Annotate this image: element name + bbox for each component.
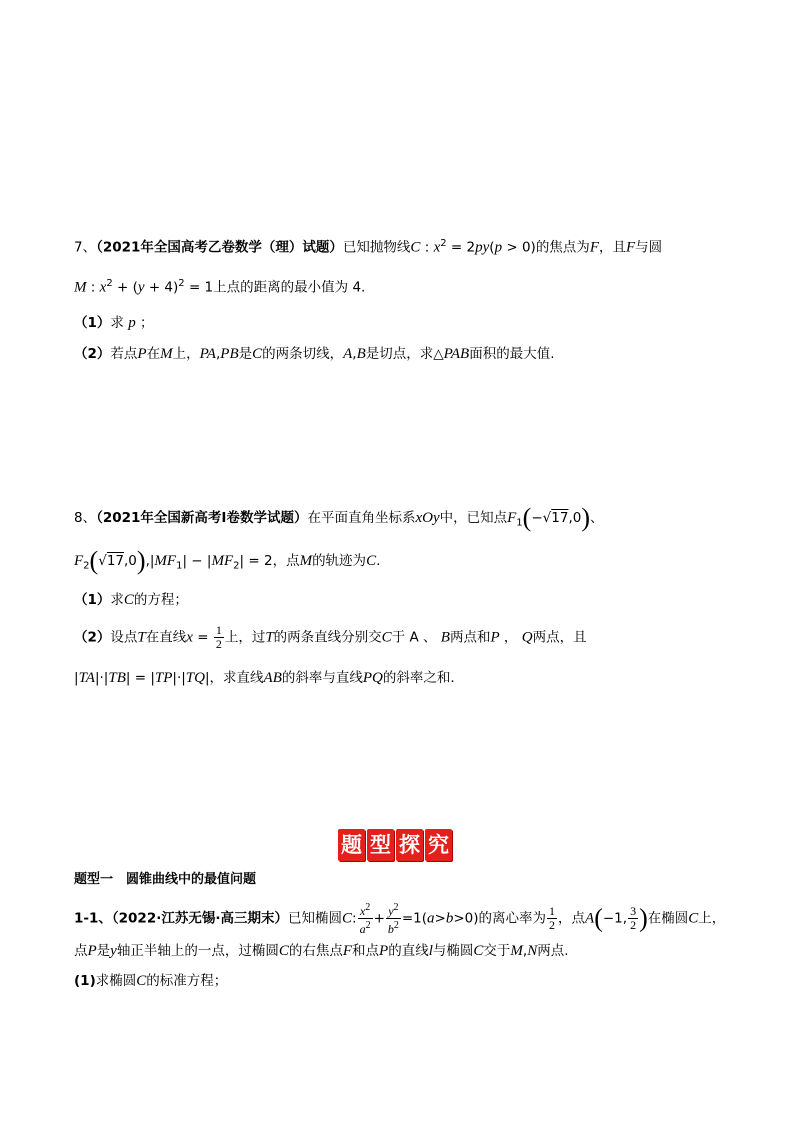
section-banner: [338, 829, 452, 861]
q8-text: 两点和: [449, 629, 491, 646]
q8-text: .: [376, 553, 381, 569]
q11-text: 上，: [698, 910, 726, 927]
q8-text: 的方程；: [133, 592, 188, 608]
q7-text: 上，: [172, 346, 200, 362]
q8-text: 求: [110, 592, 124, 608]
q8-text: 在直线: [145, 629, 187, 646]
q7-part-2-label: （2）: [74, 346, 111, 362]
q7-line-2: M : $x^2 + (y + 4)^2 = 1$上点的距离的最小值为 4.: [74, 278, 366, 296]
q11-text: 的右焦点: [288, 943, 343, 959]
q8-text: 在平面直角坐标系: [307, 510, 416, 526]
q7-value: 4: [352, 279, 362, 296]
q11-text: 与椭圆: [432, 943, 474, 959]
q7-text: 的焦点为: [535, 239, 590, 256]
q8-part-2: （2）设点T在直线x = $\frac{1}{2}$ 上，过T的两条直线分别交C于 A 、 B两点和P ， Q两点，且: [74, 623, 587, 651]
q11-text: 交于: [483, 943, 511, 959]
q8-text: 中，已知点: [439, 510, 508, 526]
q7-text: 面积的最大值.: [469, 346, 555, 362]
q11-line-2: 点P是y轴正半轴上的一点，过椭圆C的右焦点F和点P的直线l与椭圆C交于M,N两点.: [74, 943, 569, 959]
q8-text: 的斜率与直线: [281, 670, 363, 686]
q8-source: （2021年全国新高考Ⅰ卷数学试题）: [96, 510, 308, 526]
q7-text: 的两条切线，: [262, 346, 344, 362]
q8-text: 的两条直线分别交: [273, 629, 382, 646]
q8-part-1-label: （1）: [74, 592, 111, 608]
q8-line-1: 8、（2021年全国新高考Ⅰ卷数学试题）在平面直角坐标系xOy中，已知点$F_1(-√17,0)$、: [74, 503, 604, 532]
q7-formula-parabola: C: [410, 239, 421, 256]
q8-text: 两点，且: [532, 629, 587, 646]
q8-part-2-label: （2）: [74, 629, 111, 646]
q8-text: 于: [391, 629, 406, 646]
q8-text: ，求直线: [209, 670, 264, 686]
q11-text: 的离心率为: [478, 910, 547, 927]
q7-line-1: 7、（2021年全国高考乙卷数学（理）试题）已知抛物线C : $x^2 = 2py(p > 0)$的焦点为F，且F与圆: [74, 238, 663, 256]
banner-char: 究: [425, 829, 452, 861]
banner-char: 题: [338, 829, 365, 861]
banner-char: 型: [367, 829, 394, 861]
q11-text: 点: [74, 943, 88, 959]
q11-text: 的直线: [388, 943, 429, 959]
q7-text: 是切点，求: [365, 346, 434, 362]
q11-text: 已知椭圆: [287, 910, 342, 927]
q7-text: 求: [110, 315, 124, 331]
q7-text: 是: [238, 346, 253, 362]
q8-text: 设点: [110, 629, 138, 646]
q7-formula-circle: M: [74, 279, 87, 296]
q8-part-1: （1）求C的方程；: [74, 592, 188, 608]
q7-text: 已知抛物线: [342, 239, 411, 256]
q8-text: 的斜率之和.: [382, 670, 455, 686]
q7-part-1: （1）求 p ；: [74, 315, 154, 331]
q7-text: 与圆: [635, 239, 663, 256]
q7-text: ；: [140, 315, 154, 331]
q11-text: 在椭圆: [647, 910, 689, 927]
q7-text: .: [361, 279, 366, 296]
fraction-one-half: $\frac{1}{2}$: [215, 623, 222, 651]
q11-text: 的标准方程；: [146, 973, 228, 989]
q7-text: 上点的距离的最小值为: [213, 279, 349, 296]
q11-part-1: (1)求椭圆C的标准方程；: [74, 973, 228, 989]
q8-line-5: |TA|·|TB| = |TP|·|TQ|，求直线AB的斜率与直线PQ的斜率之和.: [74, 670, 455, 686]
q11-line-1: 1-1、（2022·江苏无锡·高三期末）已知椭圆C: $\frac{x^2}{a^2}$ + $\frac{y^2}{b^2}$ =1(a>b>0)的离心率为 $\frac{1}{2}$ ，点A(−1, $\frac{3}{2}$ )在椭圆C上，: [74, 902, 726, 936]
section-title: 题型一 圆锥曲线中的最值问题: [74, 872, 257, 887]
q7-part-1-label: （1）: [74, 315, 111, 331]
q8-text: 上，过: [224, 629, 266, 646]
q8-number: 8、: [74, 510, 97, 526]
q11-text: 和点: [352, 943, 380, 959]
q7-text: ，且: [598, 239, 626, 256]
q11-text: 求椭圆: [95, 973, 137, 989]
q11-number: 1-1、: [74, 910, 112, 927]
q8-text: 、: [590, 510, 604, 526]
banner-char: 探: [396, 829, 423, 861]
q11-text: ，点: [558, 910, 586, 927]
q11-text: 两点.: [537, 943, 569, 959]
q11-text: 轴正半轴上的一点，过椭圆: [116, 943, 279, 959]
q7-text: 在: [146, 346, 161, 362]
q11-part-1-label: (1): [74, 973, 96, 989]
q8-line-2: $F_2(√17,0),|MF_1| - |MF_2| = 2$，点M的轨迹为C.: [74, 546, 381, 575]
q11-source: （2022·江苏无锡·高三期末）: [111, 910, 288, 927]
q7-number: 7、: [74, 239, 97, 256]
q7-text: 若点: [110, 346, 138, 362]
q8-text: 的轨迹为: [312, 553, 367, 569]
q11-text: 是: [96, 943, 111, 959]
q7-part-2: （2）若点P在M上，PA,PB是C的两条切线，A,B是切点，求△PAB面积的最大值.: [74, 346, 555, 362]
q7-source: （2021年全国高考乙卷数学（理）试题）: [96, 239, 343, 256]
q8-text: ，点: [272, 553, 300, 569]
